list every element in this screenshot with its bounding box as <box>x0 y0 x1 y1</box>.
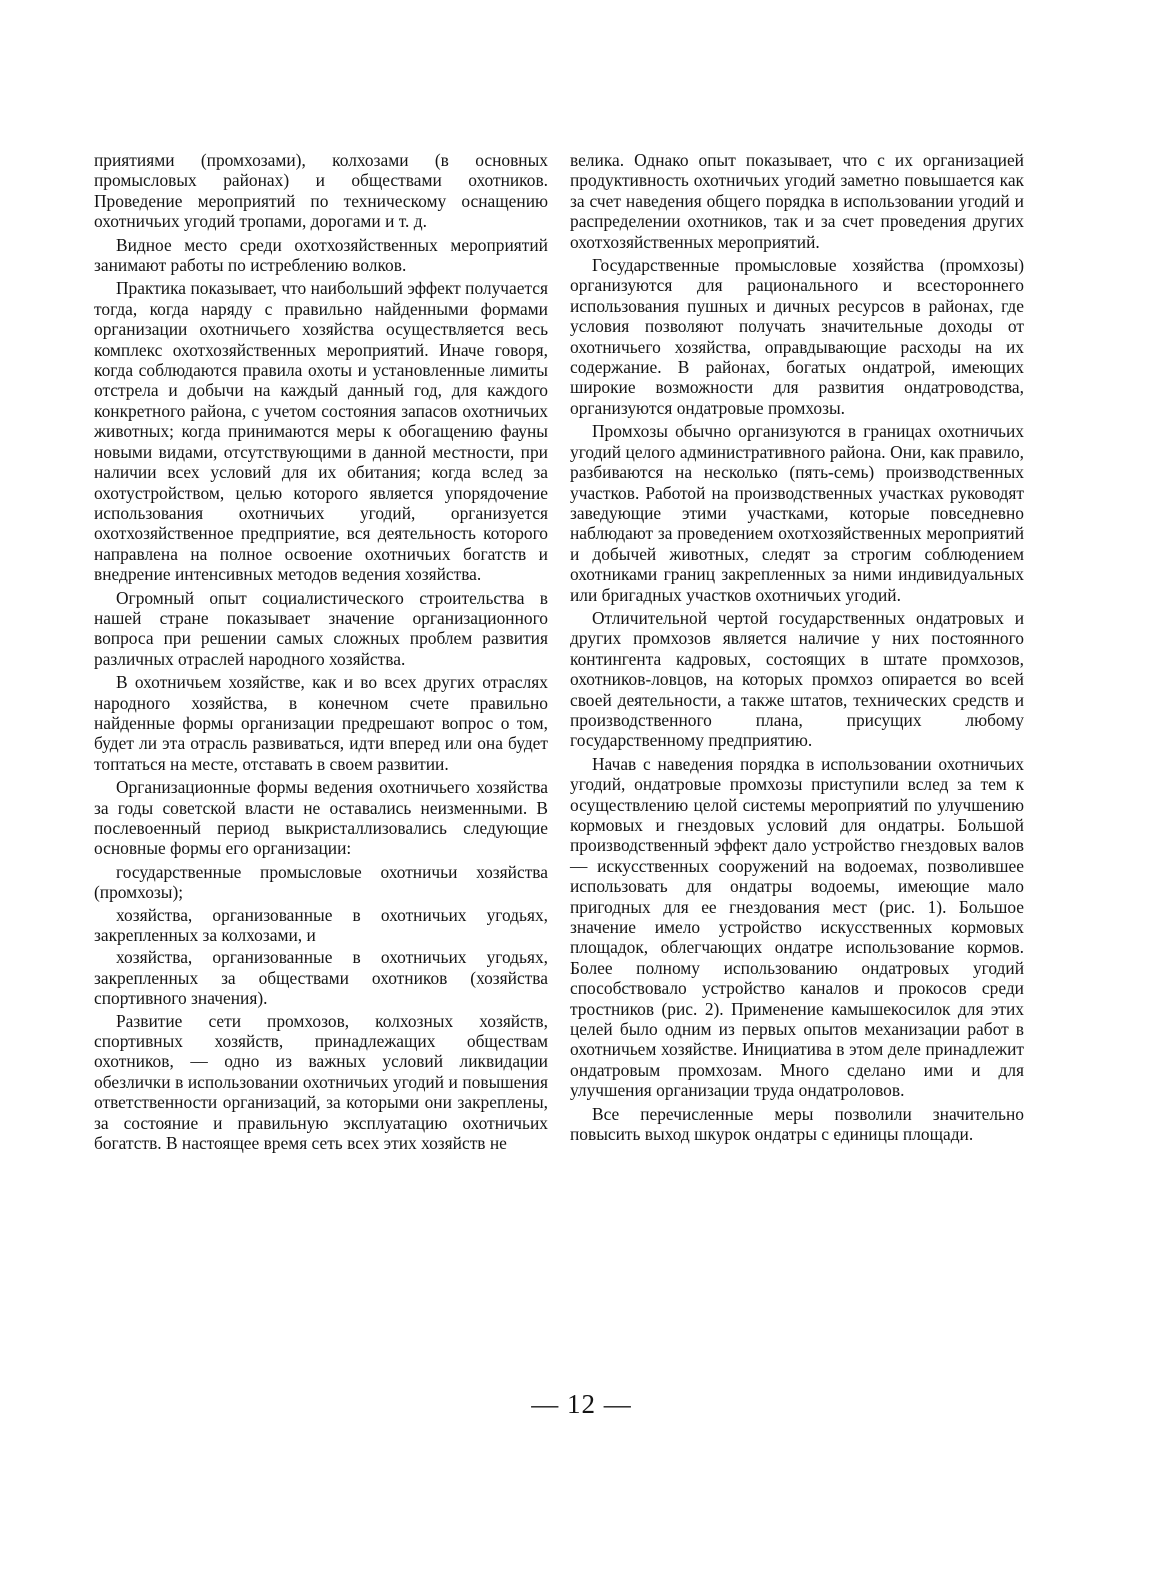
paragraph: Видное место среди охотхозяйственных мероприятий занимают работы по истреблению волков. <box>94 234 548 276</box>
list-item: хозяйства, организованные в охотничьих угодьях, закрепленных за обществами охотников (хозяйства спортивного значения). <box>94 947 548 1009</box>
paragraph: приятиями (промхозами), колхозами (в основных промысловых районах) и обществами охотников. Проведение мероприятий по техническому оснащению охотничьих угодий тропами, дорогами и т. д. <box>94 150 548 232</box>
list-item: государственные промысловые охотничьи хозяйства (промхозы); <box>94 861 548 903</box>
paragraph: Развитие сети промхозов, колхозных хозяйств, спортивных хозяйств, принадлежащих обществам охотников, — одно из важных условий ликвидации обезлички в использовании охотничьих угодий и повышения ответственности организаций, за которыми они закреплены, за состояние и правильную эксплуатацию охотничьих богатств. В настоящее время сеть всех этих хозяйств не <box>94 1010 548 1154</box>
paragraph: Государственные промысловые хозяйства (промхозы) организуются для рационального и всестороннего использования пушных и дичных ресурсов в районах, где условия позволяют получать значительные доходы от охотничьего хозяйства, оправдывающие расходы на их содержание. В районах, богатых ондатрой, имеющих широкие возможности для развития ондатроводства, организуются ондатровые промхозы. <box>570 255 1024 418</box>
paragraph: Практика показывает, что наибольший эффект получается тогда, когда наряду с правильно найденными формами организации охотничьего хозяйства осуществляется весь комплекс охотхозяйственных мероприятий. Иначе говоря, когда соблюдаются правила охоты и установленные лимиты отстрела и добычи на каждый данный год, для каждого конкретного района, с учетом состояния запасов охотничьих животных; когда принимаются меры к обогащению фауны новыми видами, отсутствующими в данной местности, при наличии всех условий для их обитания; когда вслед за охотустройством, целью которого является упорядочение использования охотничьих угодий, организуется охотхозяйственное предприятие, вся деятельность которого направлена на полное освоение охотничьих богатств и внедрение интенсивных методов ведения хозяйства. <box>94 278 548 585</box>
paragraph: Отличительной чертой государственных ондатровых и других промхозов является наличие у них постоянного контингента кадровых, состоящих в штате промхозов, охотников-ловцов, на которых промхоз опирается во всей своей деятельности, а также штатов, технических средств и производственного плана, присущих любому государственному предприятию. <box>570 607 1024 751</box>
paragraph: Промхозы обычно организуются в границах охотничьих угодий целого административного района. Они, как правило, разбиваются на несколько (пять-семь) производственных участков. Работой на производственных участках руководят заведующие этими участками, которые повседневно наблюдают за проведением охотхозяйственных мероприятий и добычей животных, следят за строгим соблюдением охотниками границ закрепленных за ними индивидуальных или бригадных участков охотничьих угодий. <box>570 421 1024 605</box>
left-column <box>94 150 548 1157</box>
page-number: — 12 — <box>531 1389 632 1419</box>
paragraph: В охотничьем хозяйстве, как и во всех других отраслях народного хозяйства, в конечном счете правильно найденные формы организации предрешают вопрос о том, будет ли эта отрасль развиваться, идти вперед или она будет топтаться на месте, отставать в своем развитии. <box>94 672 548 774</box>
list-item: хозяйства, организованные в охотничьих угодьях, закрепленных за колхозами, и <box>94 904 548 946</box>
paragraph: Начав с наведения порядка в использовании охотничьих угодий, ондатровые промхозы приступили вслед за тем к осуществлению целой системы мероприятий по улучшению кормовых и гнездовых условий для ондатры. Большой производственный эффект дало устройство гнездовых валов — искусственных сооружений на водоемах, позволившее использовать для ондатры водоемы, имеющие мало пригодных для ее гнездования мест (рис. 1). Большое значение имело устройство искусственных кормовых площадок, облегчающих ондатре использование кормов. Более полному использованию ондатровых угодий способствовало устройство каналов и прокосов среди тростников (рис. 2). Применение камышекосилок для этих целей было одним из первых опытов механизации работ в охотничьем хозяйстве. Инициатива в этом деле принадлежит ондатровым промхозам. Много сделано ими и для улучшения организации труда ондатроловов. <box>570 753 1024 1101</box>
paragraph: велика. Однако опыт показывает, что с их организацией продуктивность охотничьих угодий заметно повышается как за счет наведения общего порядка в использовании угодий и распределении охотников, так и за счет проведения других охотхозяйственных мероприятий. <box>570 150 1024 252</box>
paragraph: Организационные формы ведения охотничьего хозяйства за годы советской власти не оставались неизменными. В послевоенный период выкристаллизовались следующие основные формы его организации: <box>94 777 548 859</box>
paragraph: Огромный опыт социалистического строительства в нашей стране показывает значение организационного вопроса при решении самых сложных проблем развития различных отраслей народного хозяйства. <box>94 587 548 669</box>
right-column <box>570 150 1024 1148</box>
paragraph: Все перечисленные меры позволили значительно повысить выход шкурок ондатры с единицы площади. <box>570 1103 1024 1145</box>
